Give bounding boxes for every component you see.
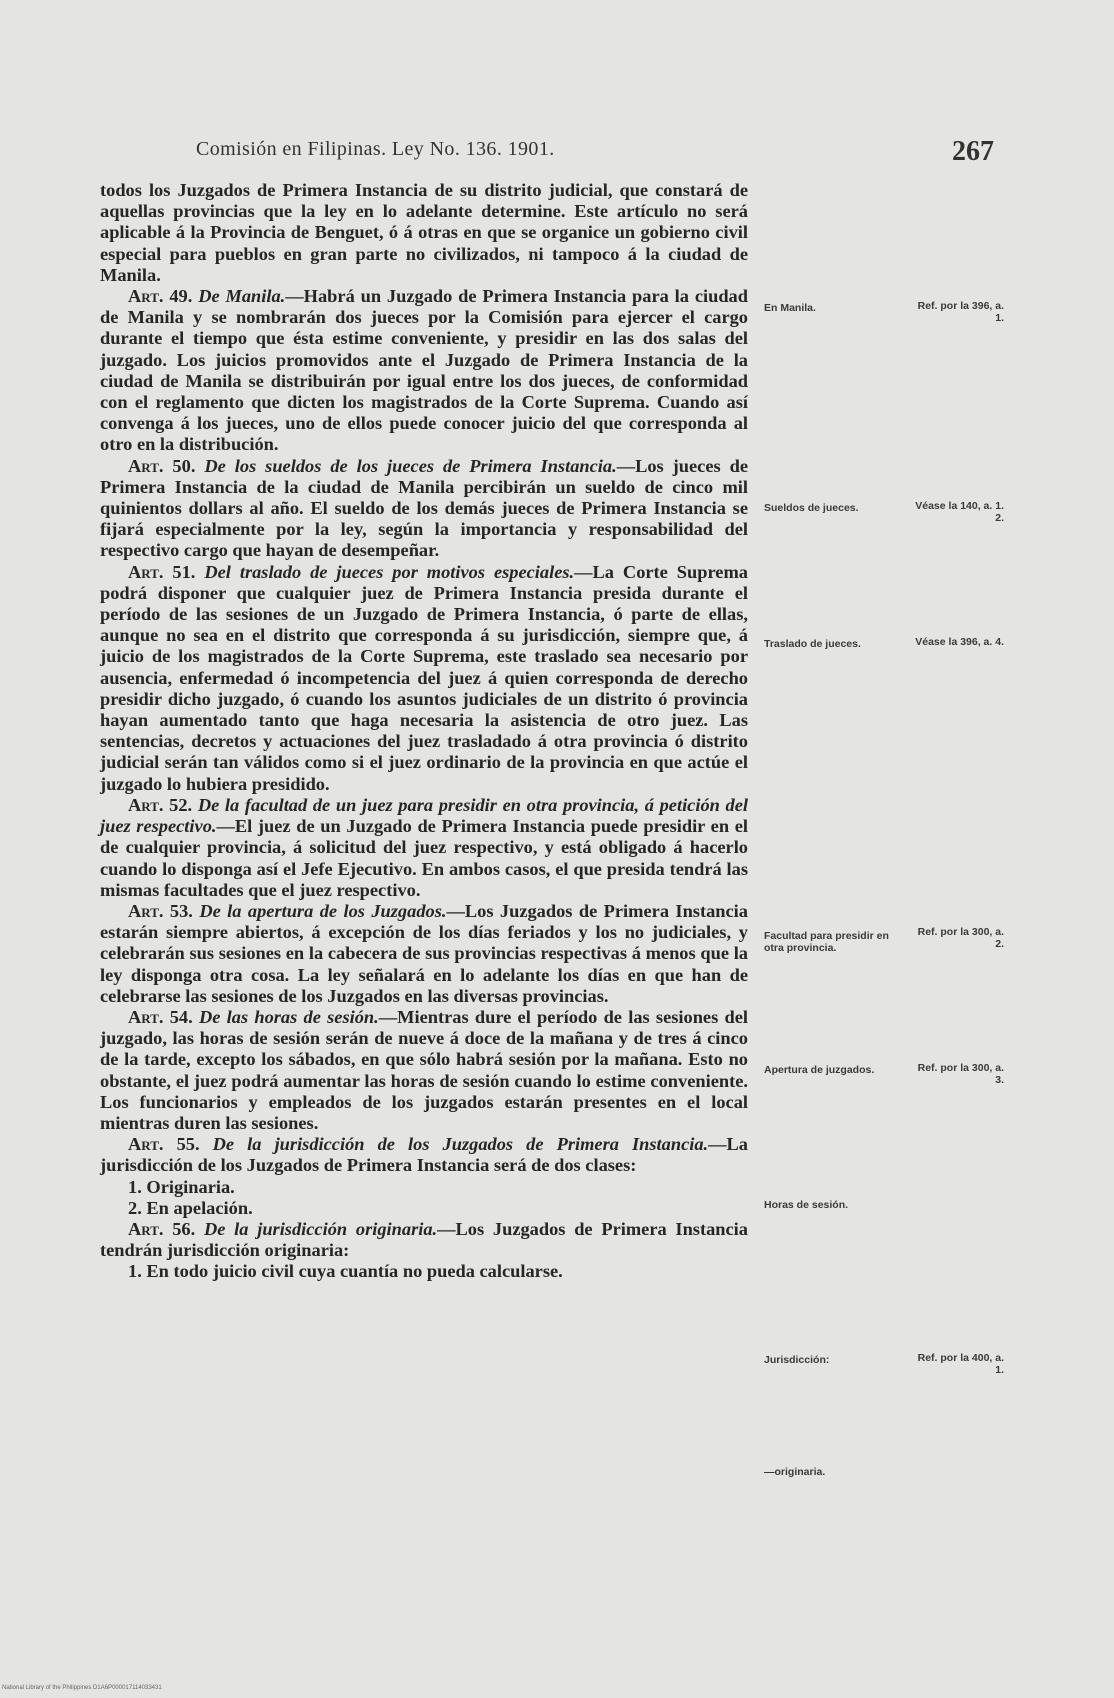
paragraph-continued: todos los Juzgados de Primera Instancia de su distrito judicial, que constará de aquellas provincias que la ley en lo adelante determine. Este artículo no será aplicable á la Provincia de Benguet, ó á otras en que se organice un gobierno civil especial para pueblos en gran parte no civilizados, ni tampoco á la ciudad de Manila. [100, 180, 748, 285]
article-51 [100, 562, 748, 795]
article-number: Art. 54. [128, 1006, 193, 1027]
article-56 [100, 1219, 748, 1261]
margin-note-traslado: Traslado de jueces. [764, 638, 861, 650]
page-number: 267 [952, 136, 994, 167]
article-title: De la facultad de un juez para presidir en otra provincia, á petición del juez respectivo. [100, 794, 749, 837]
article-text: —Los Juzgados de Primera Instancia tendrán jurisdicción originaria: [100, 1218, 748, 1261]
margin-ref-sueldos: Véase la 140, a. 1. 2. [915, 500, 1004, 524]
article-text: —Los jueces de Primera Instancia de la ciudad de Manila percibirán un sueldo de cinco mil quinientos dollars al año. El sueldo de los demás jueces de Primera Instancia se fijará especialmente por la ley, según la importancia y responsabilidad del respectivo cargo que hayan de desempeñar. [100, 455, 748, 561]
article-number: Art. 53. [128, 900, 193, 921]
article-text: —Habrá un Juzgado de Primera Instancia para la ciudad de Manila y se nombrarán dos jueces por la Comisión para ejercer el cargo durante el tiempo que ésta estime conveniente, y presidir en las dos salas del juzgado. Los juicios promovidos ante el Juzgado de Primera Instancia de la ciudad de Manila se distribuirán por igual entre los dos jueces, de conformidad con el reglamento que dicten los magistrados de la Corte Suprema. Cuando así convenga á los jueces, uno de ellos puede conocer juicio del que corresponda al otro en la distribución. [100, 286, 748, 455]
article-number: Art. 50. [128, 455, 196, 476]
article-text: —Los Juzgados de Primera Instancia estarán siempre abiertos, á excepción de los días feriados y los no judiciales, y celebrarán sus sesiones en la cabecera de sus provincias respectivas á menos que la ley disponga otra cosa. La ley señalará en lo adelante los días en que han de celebrarse las sesiones de los Juzgados en las diversas provincias. [100, 900, 748, 1006]
article-number: Art. 49. [128, 286, 193, 307]
article-text: —Mientras dure el período de las sesiones del juzgado, las horas de sesión serán de nueve á doce de la mañana y de tres á cinco de la tarde, excepto los sábados, en que sólo habrá sesión por la mañana. Esto no obstante, el juez podrá aumentar las horas de sesión cuando lo estime conveniente. Los funcionarios y empleados de los juzgados estarán presentes en el local mientras duren las sesiones. [100, 1006, 748, 1133]
margin-note-sueldos: Sueldos de jueces. [764, 502, 859, 514]
article-title: De Manila. [198, 286, 286, 307]
article-title: De la jurisdicción originaria. [203, 1218, 438, 1239]
article-text: —La Corte Suprema podrá disponer que cualquier juez de Primera Instancia presida durante el período de las sesiones de un Juzgado de Primera Instancia, ó parte de ellas, aunque no sea en el distrito que corresponda á su jurisdicción, siempre que, á juicio de los magistrados de la Corte Suprema, este traslado sea necesario por ausencia, enfermedad ó incompetencia del juez á quien corresponda de derecho presidir dicho juzgado, ó cuando los asuntos judiciales de un distrito ó provincia hayan aumentado tanto que haga necesaria la asistencia de otro juez. Las sentencias, decretos y actuaciones del juez trasladado á otra provincia ó distrito judicial serán tan válidos como si el juez ordinario de la provincia en que actúe el juzgado lo hubiera presidido. [100, 561, 748, 794]
article-text: —El juez de un Juzgado de Primera Instancia puede presidir en el de cualquier provincia, á solicitud del juez respectivo, y está obligado á hacerlo cuando lo disponga así el Jefe Ejecutivo. En ambos casos, el que presida tendrá las mismas facultades que el juez respectivo. [100, 816, 748, 900]
article-title: De los sueldos de los jueces de Primera Instancia. [204, 455, 617, 476]
article-49 [100, 286, 748, 456]
margin-note-facultad: Facultad para presidir en otra provincia. [764, 930, 889, 954]
running-title: Comisión en Filipinas. Ley No. 136. 1901. [196, 138, 555, 160]
article-text: —La jurisdicción de los Juzgados de Primera Instancia será de dos clases: [100, 1134, 748, 1176]
article-number: Art. 52. [128, 794, 193, 815]
article-title: Del traslado de jueces por motivos especiales. [204, 561, 575, 582]
article-title: De la apertura de los Juzgados. [199, 900, 447, 921]
article-50 [100, 456, 748, 562]
running-header [196, 138, 846, 161]
margin-note-jurisdiccion: Jurisdicción: [764, 1354, 830, 1366]
margin-note-horas: Horas de sesión. [764, 1199, 849, 1211]
body-text [100, 180, 748, 1283]
margin-note-manila: En Manila. [764, 302, 816, 314]
list-item: 1. En todo juicio civil cuya cuantía no pueda calcularse. [128, 1261, 563, 1282]
article-number: Art. 51. [128, 561, 196, 582]
article-title: De las horas de sesión. [198, 1006, 379, 1027]
margin-ref-jurisdiccion: Ref. por la 400, a. 1. [917, 1352, 1004, 1376]
article-54 [100, 1007, 748, 1134]
scan-footer: National Library of the Philippines D1A6P000017114033431 [2, 1685, 162, 1691]
margin-note-originaria: —originaria. [764, 1466, 826, 1478]
margin-note-apertura: Apertura de juzgados. [764, 1064, 875, 1076]
article-55 [100, 1134, 748, 1176]
article-number: Art. 55. [128, 1134, 200, 1155]
margin-ref-manila: Ref. por la 396, a. 1. [917, 300, 1004, 324]
article-52 [100, 795, 748, 901]
list-item: 2. En apelación. [128, 1197, 253, 1218]
margin-ref-apertura: Ref. por la 300, a. 3. [917, 1062, 1004, 1086]
margin-ref-facultad: Ref. por la 300, a. 2. [917, 926, 1004, 950]
article-53 [100, 901, 748, 1007]
article-title: De la jurisdicción de los Juzgados de Primera Instancia. [212, 1134, 709, 1155]
article-number: Art. 56. [128, 1218, 196, 1239]
margin-ref-traslado: Véase la 396, a. 4. [915, 636, 1004, 648]
list-item: 1. Originaria. [128, 1176, 235, 1197]
